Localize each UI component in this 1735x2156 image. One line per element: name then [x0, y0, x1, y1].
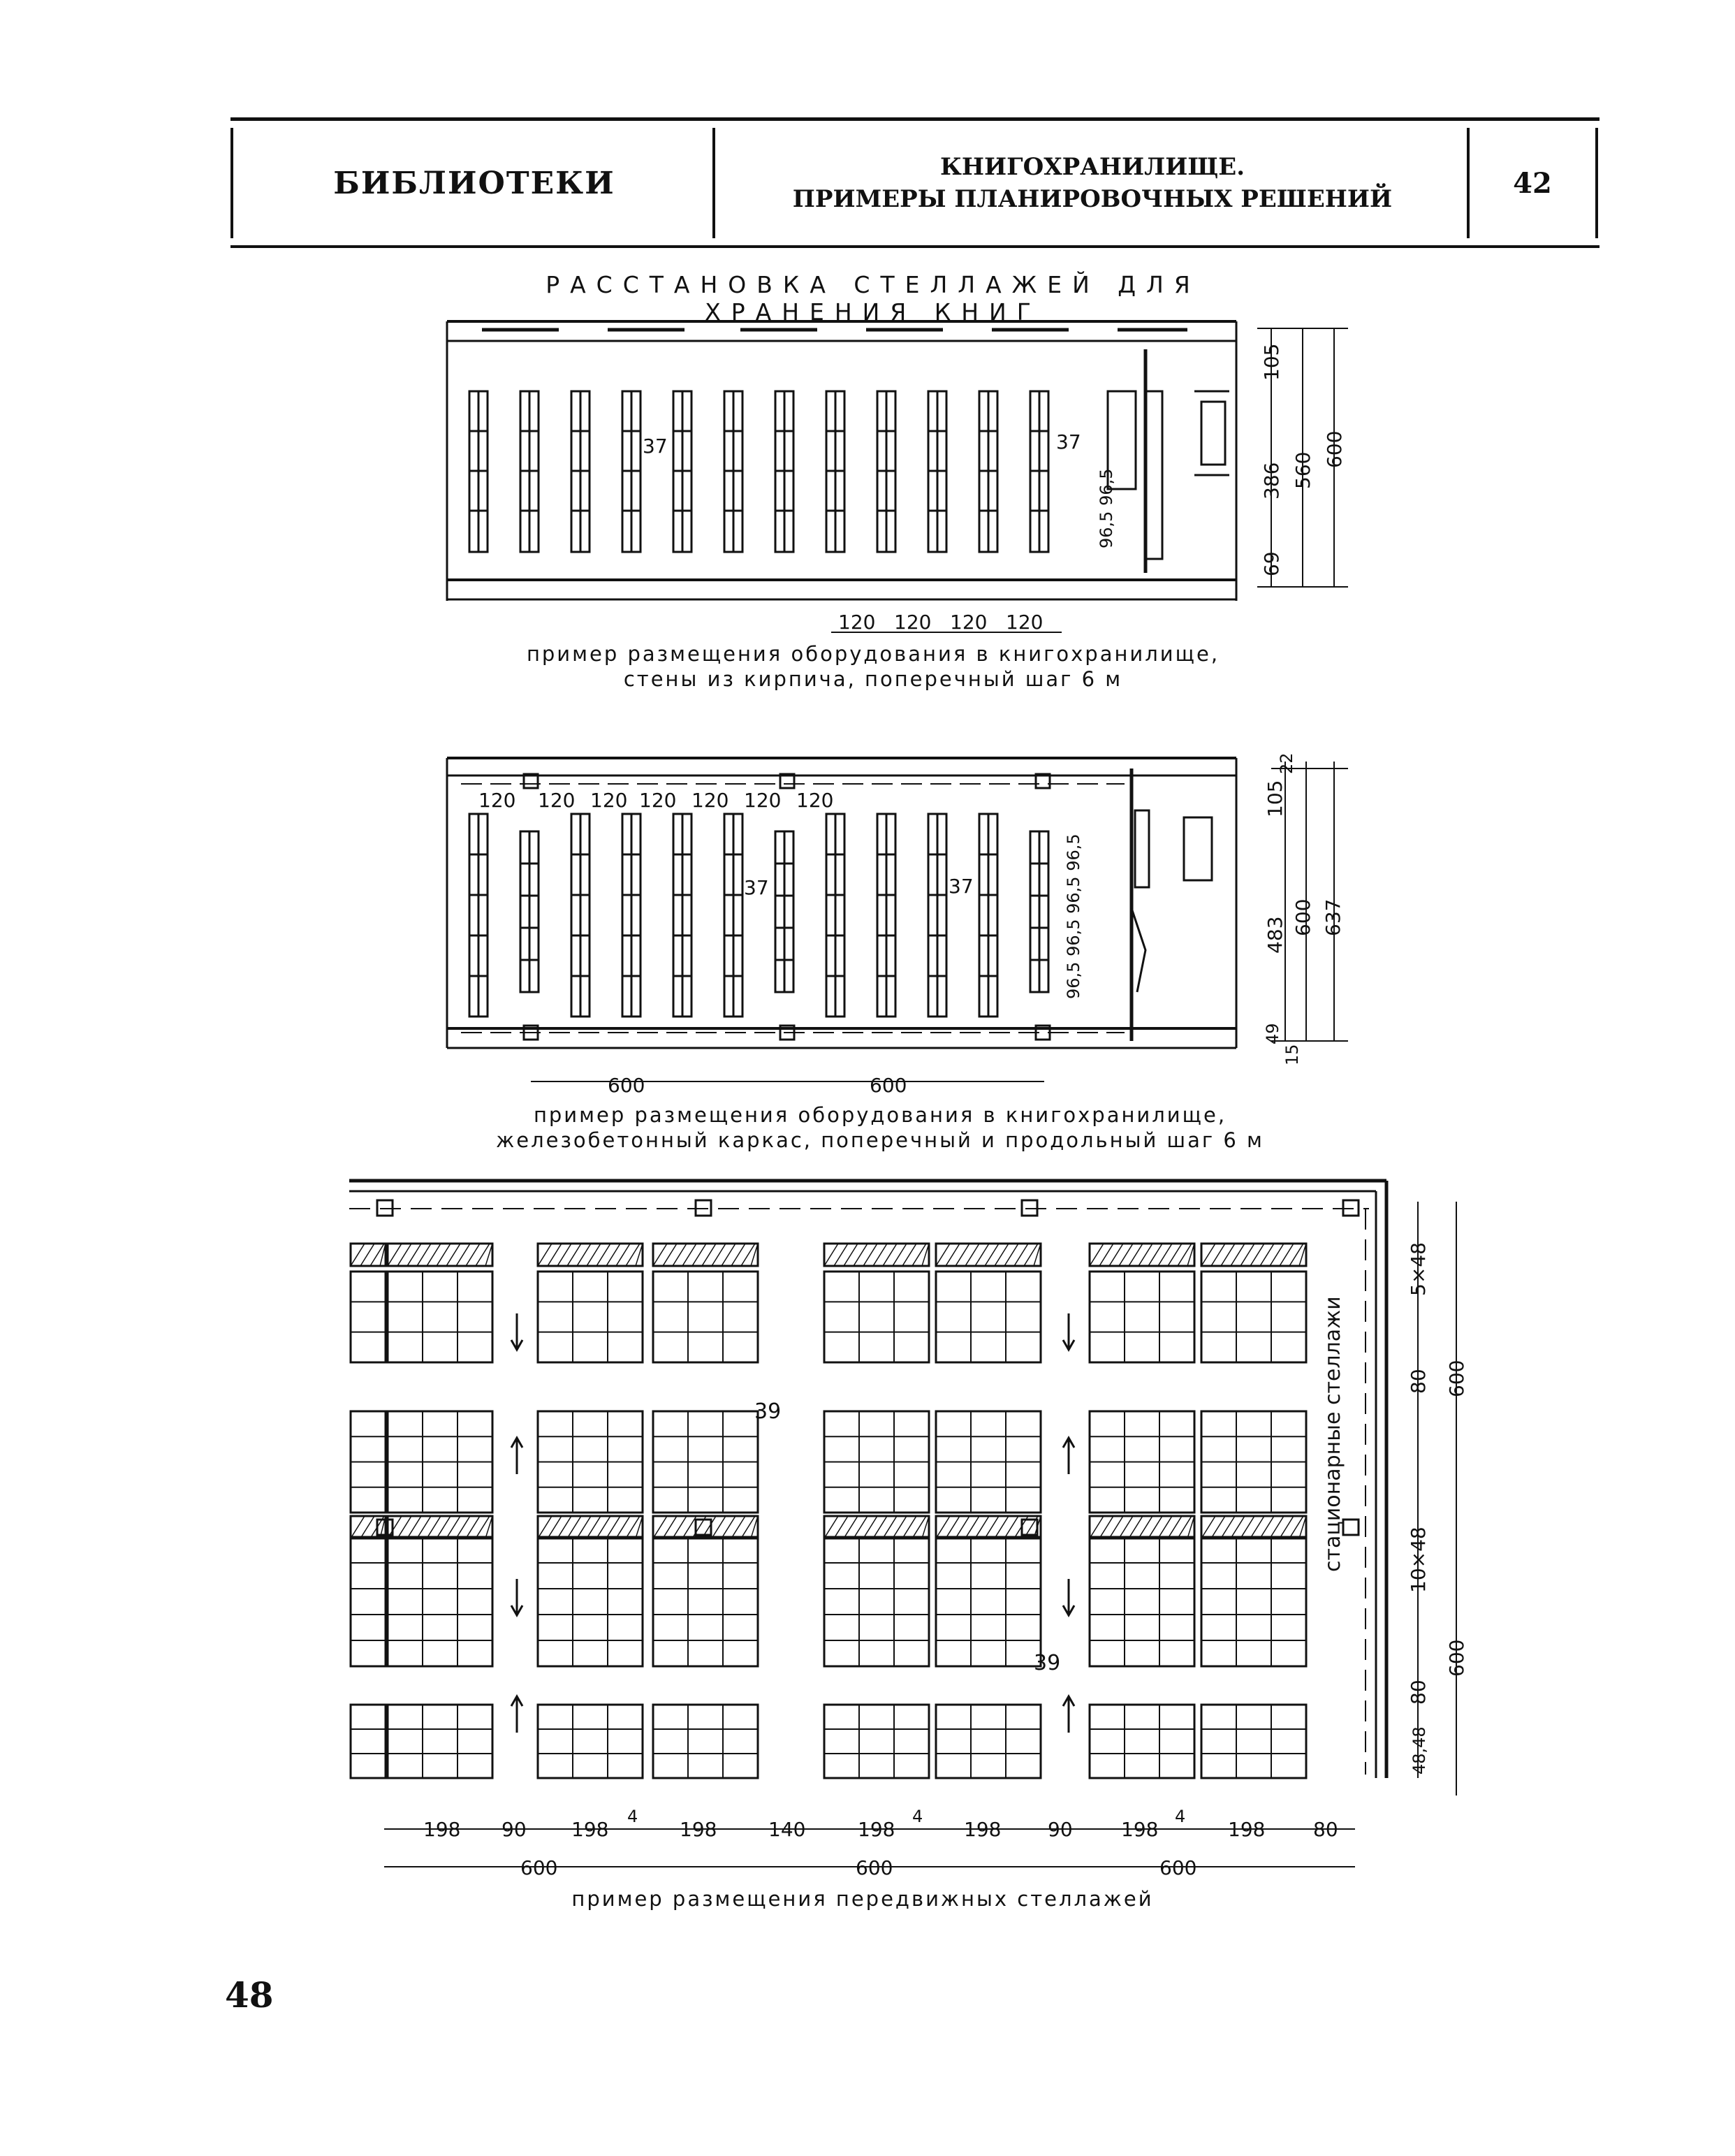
plan2-shelves — [469, 814, 1048, 1017]
plan2-label-right: 37 — [949, 875, 974, 898]
mobile-shelf-block — [1201, 1705, 1306, 1778]
plan1-bottom-dim-4: 120 — [1006, 611, 1044, 634]
plan3-dim-12: 4 — [1175, 1807, 1186, 1826]
plan2-right-dim-105: 105 — [1264, 780, 1287, 817]
plan2-top-dim-1: 120 — [478, 789, 516, 812]
mobile-shelf-block — [936, 1705, 1041, 1778]
plan3-side-label: стационарные стеллажи — [1321, 1296, 1345, 1572]
plan3-right-dim-600b: 600 — [1445, 1639, 1468, 1677]
plan1-label-left: 37 — [643, 435, 668, 458]
page-number: 48 — [225, 1974, 274, 2016]
plan3-dim-10: 90 — [1048, 1818, 1073, 1841]
plan3-dim-1: 198 — [423, 1818, 461, 1841]
plan1-drawing — [447, 321, 1348, 632]
mobile-shelf-block — [388, 1272, 492, 1362]
plan3-shelves — [351, 1244, 1306, 1778]
mobile-shelf-block — [351, 1537, 386, 1666]
plan1-caption — [419, 641, 1327, 692]
mobile-shelf-block — [824, 1705, 929, 1778]
mobile-shelf-block — [1090, 1705, 1194, 1778]
plan2-right-dim-22: 22 — [1277, 752, 1296, 774]
stationary-shelf — [1090, 1244, 1194, 1266]
sheet-title-line1: КНИГОХРАНИЛИЩЕ. — [939, 153, 1245, 181]
plan3-dim-11: 198 — [1121, 1818, 1159, 1841]
plan1-right-dim-386: 386 — [1260, 462, 1283, 500]
sheet-title-line2: ПРИМЕРЫ ПЛАНИРОВОЧНЫХ РЕШЕНИЙ — [792, 185, 1393, 213]
plan1-shelves — [469, 391, 1048, 552]
mobile-shelf-block — [351, 1705, 386, 1778]
plan3-dim-14: 80 — [1313, 1818, 1338, 1841]
section-title: БИБЛИОТЕКИ — [230, 128, 715, 238]
mobile-shelf-block — [388, 1705, 492, 1778]
plan1-caption-line2: стены из кирпича, поперечный шаг 6 м — [623, 667, 1123, 691]
plan2-top-dim-4: 120 — [639, 789, 677, 812]
sheet-number: 42 — [1467, 128, 1598, 238]
plan3-drawing — [349, 1181, 1456, 1867]
mobile-shelf-block — [653, 1272, 758, 1362]
mobile-shelf-block — [1201, 1272, 1306, 1362]
mobile-shelf-block — [824, 1537, 929, 1666]
plan1-caption-line1: пример размещения оборудования в книгохранилище, — [526, 642, 1220, 666]
mobile-shelf-block — [538, 1537, 643, 1666]
plan3-dim-4: 4 — [627, 1807, 638, 1826]
plan3-right-dim-80a: 80 — [1407, 1369, 1430, 1394]
mobile-shelf-block — [653, 1705, 758, 1778]
mobile-shelf-block — [824, 1272, 929, 1362]
plan1-label-right: 37 — [1056, 430, 1081, 453]
mobile-shelf-block — [1090, 1537, 1194, 1666]
stationary-shelf — [1090, 1516, 1194, 1538]
stationary-shelf — [936, 1244, 1041, 1266]
mobile-shelf-block — [1201, 1537, 1306, 1666]
plan1-right-dim-105: 105 — [1260, 343, 1283, 381]
plan2-spacing-dims: 96,5 96,5 96,5 96,5 — [1064, 833, 1083, 999]
plan3-dim-7: 198 — [858, 1818, 895, 1841]
plan2-top-dim-2: 120 — [538, 789, 576, 812]
plan3-caption: пример размещения передвижных стеллажей — [571, 1887, 1154, 1911]
mobile-shelf-block — [1090, 1272, 1194, 1362]
plan3-dim-3: 198 — [571, 1818, 609, 1841]
plan2-caption-line1: пример размещения оборудования в книгохранилище, — [533, 1103, 1227, 1127]
mobile-shelf-block — [351, 1272, 386, 1362]
page-title: РАССТАНОВКА СТЕЛЛАЖЕЙ ДЛЯ ХРАНЕНИЯ КНИГ — [546, 271, 1201, 326]
plan3-span-2: 600 — [856, 1856, 893, 1879]
plan2-right-dim-483: 483 — [1264, 916, 1287, 954]
stationary-shelf — [824, 1516, 929, 1538]
plan3-right-dim-10x48: 10×48 — [1407, 1527, 1430, 1593]
plan3-dim-6: 140 — [768, 1818, 806, 1841]
mobile-shelf-block — [936, 1537, 1041, 1666]
plan3-right-dim-600a: 600 — [1445, 1360, 1468, 1397]
plan3-right-dim-5x48: 5×48 — [1407, 1242, 1430, 1296]
plan2-top-dim-5: 120 — [691, 789, 729, 812]
plan2-label-left: 37 — [744, 876, 769, 899]
plan2-drawing — [447, 758, 1348, 1081]
plan3-dim-8: 4 — [912, 1807, 923, 1826]
mobile-shelf-block — [653, 1537, 758, 1666]
plan2-right-dim-600: 600 — [1291, 898, 1315, 936]
stationary-shelf — [1201, 1244, 1306, 1266]
plan3-dim-9: 198 — [964, 1818, 1002, 1841]
plan1-right-dim-69: 69 — [1260, 551, 1283, 576]
plan1-partition-cabinet — [1145, 391, 1162, 559]
stationary-shelf — [388, 1244, 492, 1266]
plan1-bottom-dim-1: 120 — [838, 611, 876, 634]
plan1-right-dim-560: 560 — [1291, 451, 1315, 489]
plan2-top-dim-6: 120 — [744, 789, 782, 812]
plan2-caption — [391, 1102, 1369, 1153]
mobile-shelf-block — [538, 1705, 643, 1778]
stationary-shelf — [538, 1244, 643, 1266]
plan2-bottom-dim-2: 600 — [870, 1074, 907, 1097]
plan2-right-dim-637: 637 — [1322, 898, 1345, 936]
plan3-dim-2: 90 — [502, 1818, 527, 1841]
stationary-shelf — [824, 1244, 929, 1266]
plan1-bottom-dim-2: 120 — [894, 611, 932, 634]
plan3-span-1: 600 — [520, 1856, 558, 1879]
stationary-shelf — [538, 1516, 643, 1538]
plan1-spacing-dims: 96,5 96,5 — [1097, 468, 1116, 548]
plan3-dim-13: 198 — [1228, 1818, 1266, 1841]
plan3-right-dim-80b: 80 — [1407, 1680, 1430, 1705]
stationary-shelf — [653, 1244, 758, 1266]
plan2-bottom-dim-1: 600 — [608, 1074, 645, 1097]
plan2-right-dim-49: 49 — [1263, 1023, 1282, 1044]
stationary-shelf — [1201, 1516, 1306, 1538]
plan2-caption-line2: железобетонный каркас, поперечный и продольный шаг 6 м — [496, 1128, 1264, 1152]
plan2-right-dim-15: 15 — [1282, 1044, 1302, 1065]
plan1-bottom-dim-3: 120 — [950, 611, 988, 634]
mobile-shelf-block — [388, 1537, 492, 1666]
mobile-shelf-block — [538, 1272, 643, 1362]
plan2-top-dim-3: 120 — [590, 789, 628, 812]
mobile-shelf-block — [936, 1272, 1041, 1362]
plan3-dim-5: 198 — [680, 1818, 717, 1841]
plan3-label-upper: 39 — [754, 1399, 782, 1424]
plan1-table — [1201, 402, 1225, 465]
plan3-label-lower: 39 — [1034, 1651, 1061, 1675]
plan1-right-dim-600: 600 — [1323, 430, 1346, 468]
stationary-shelf — [388, 1516, 492, 1538]
plan2-top-dim-7: 120 — [796, 789, 834, 812]
plan3-span-3: 600 — [1159, 1856, 1197, 1879]
plan3-right-dim-4848: 48,48 — [1410, 1726, 1429, 1775]
